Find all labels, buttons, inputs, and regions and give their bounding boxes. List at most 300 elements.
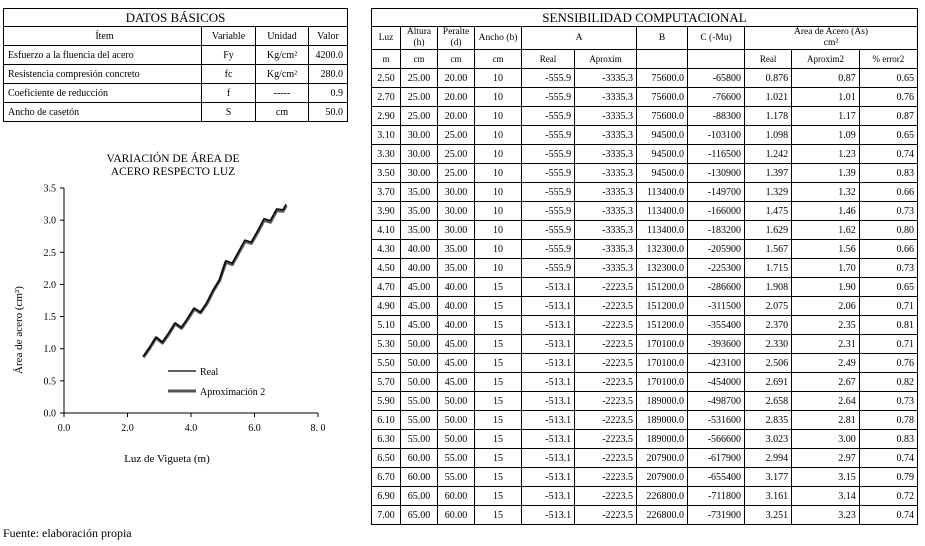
cell-error: 0.80 bbox=[859, 221, 917, 240]
cell-altura: 65.00 bbox=[401, 506, 438, 525]
cell-altura: 35.00 bbox=[401, 221, 438, 240]
cell-ancho: 15 bbox=[475, 468, 522, 487]
x-tick-label: 8. 0 bbox=[310, 423, 326, 434]
cell-luz: 3.30 bbox=[372, 145, 401, 164]
cell-altura: 55.00 bbox=[401, 392, 438, 411]
cell-a-aprox: -2223.5 bbox=[575, 354, 637, 373]
y-axis-label: Área de acero (cm²) bbox=[13, 286, 25, 374]
cell-b: 170100.0 bbox=[637, 335, 688, 354]
y-tick-label: 2.5 bbox=[43, 247, 56, 259]
cell-as-real: 3.177 bbox=[745, 468, 792, 487]
cell-peralte: 25.00 bbox=[438, 126, 475, 145]
cell-b: 170100.0 bbox=[637, 373, 688, 392]
cell-a-aprox: -2223.5 bbox=[575, 373, 637, 392]
table-row bbox=[372, 240, 918, 259]
cell-ancho: 15 bbox=[475, 411, 522, 430]
cell-luz: 6.30 bbox=[372, 430, 401, 449]
cell-b: 207900.0 bbox=[637, 449, 688, 468]
sensitivity-title: SENSIBILIDAD COMPUTACIONAL bbox=[372, 9, 918, 27]
cell-b: 75600.0 bbox=[637, 107, 688, 126]
cell-b: 151200.0 bbox=[637, 278, 688, 297]
header-as bbox=[745, 27, 918, 50]
y-tick-label: 2.0 bbox=[43, 279, 56, 291]
cell-c: -423100 bbox=[688, 354, 745, 373]
cell-as-aprox: 1.90 bbox=[792, 278, 860, 297]
cell-peralte: 50.00 bbox=[438, 411, 475, 430]
x-axis-label: Luz de Vigueta (m) bbox=[124, 453, 210, 465]
unit-peralte: cm bbox=[438, 50, 475, 69]
cell-a-real: -555.9 bbox=[522, 240, 575, 259]
cell-a-aprox: -2223.5 bbox=[575, 468, 637, 487]
basic-header-value: Valor bbox=[309, 27, 348, 46]
cell-ancho: 10 bbox=[475, 126, 522, 145]
cell-as-real: 1.397 bbox=[745, 164, 792, 183]
cell-as-real: 2.658 bbox=[745, 392, 792, 411]
cell-luz: 6.10 bbox=[372, 411, 401, 430]
cell-c: -711800 bbox=[688, 487, 745, 506]
cell-as-real: 1.242 bbox=[745, 145, 792, 164]
cell-peralte: 55.00 bbox=[438, 468, 475, 487]
y-tick-label: 0.0 bbox=[43, 408, 56, 420]
steel-area-chart bbox=[0, 140, 340, 470]
cell-peralte: 40.00 bbox=[438, 278, 475, 297]
cell-ancho: 10 bbox=[475, 69, 522, 88]
cell-ancho: 15 bbox=[475, 354, 522, 373]
cell-luz: 4.50 bbox=[372, 259, 401, 278]
cell-c: -88300 bbox=[688, 107, 745, 126]
basic-header-variable: Variable bbox=[202, 27, 256, 46]
cell-a-aprox: -3335.3 bbox=[575, 145, 637, 164]
cell-error: 0.72 bbox=[859, 487, 917, 506]
cell-ancho: 10 bbox=[475, 164, 522, 183]
cell-a-real: -513.1 bbox=[522, 506, 575, 525]
cell-a-real: -555.9 bbox=[522, 183, 575, 202]
cell-peralte: 45.00 bbox=[438, 335, 475, 354]
cell-c: -76600 bbox=[688, 88, 745, 107]
table-row bbox=[372, 278, 918, 297]
cell-altura: 35.00 bbox=[401, 183, 438, 202]
cell-as-aprox: 1.56 bbox=[792, 240, 860, 259]
cell-ancho: 10 bbox=[475, 240, 522, 259]
cell-luz: 5.50 bbox=[372, 354, 401, 373]
table-row bbox=[372, 297, 918, 316]
cell-as-real: 2.075 bbox=[745, 297, 792, 316]
cell-ancho: 15 bbox=[475, 335, 522, 354]
cell-luz: 5.70 bbox=[372, 373, 401, 392]
cell-b: 94500.0 bbox=[637, 145, 688, 164]
cell-as-aprox: 2.31 bbox=[792, 335, 860, 354]
cell-ancho: 10 bbox=[475, 202, 522, 221]
cell-error: 0.78 bbox=[859, 411, 917, 430]
cell-altura: 50.00 bbox=[401, 373, 438, 392]
cell-c: -311500 bbox=[688, 297, 745, 316]
cell-ancho: 10 bbox=[475, 145, 522, 164]
cell-c: -183200 bbox=[688, 221, 745, 240]
cell-luz: 3.10 bbox=[372, 126, 401, 145]
cell-ancho: 15 bbox=[475, 392, 522, 411]
cell-peralte: 45.00 bbox=[438, 373, 475, 392]
cell-as-aprox: 2.67 bbox=[792, 373, 860, 392]
cell-a-aprox: -2223.5 bbox=[575, 411, 637, 430]
cell-as-aprox: 2.97 bbox=[792, 449, 860, 468]
cell-a-real: -513.1 bbox=[522, 278, 575, 297]
unit-altura: cm bbox=[401, 50, 438, 69]
cell-peralte: 45.00 bbox=[438, 354, 475, 373]
table-row bbox=[372, 126, 918, 145]
cell-a-aprox: -3335.3 bbox=[575, 259, 637, 278]
cell-peralte: 20.00 bbox=[438, 88, 475, 107]
cell-as-aprox: 2.81 bbox=[792, 411, 860, 430]
cell-as-real: 2.330 bbox=[745, 335, 792, 354]
cell-altura: 25.00 bbox=[401, 88, 438, 107]
header-as-unit: cm² bbox=[823, 38, 839, 48]
cell-as-real: 1.629 bbox=[745, 221, 792, 240]
cell-a-real: -555.9 bbox=[522, 164, 575, 183]
basic-header-item: Ítem bbox=[4, 27, 202, 46]
header-altura: Altura (h) bbox=[401, 27, 438, 50]
basic-unit-cell: Kg/cm² bbox=[256, 46, 309, 65]
cell-error: 0.73 bbox=[859, 259, 917, 278]
cell-error: 0.81 bbox=[859, 316, 917, 335]
table-row bbox=[372, 164, 918, 183]
cell-altura: 60.00 bbox=[401, 449, 438, 468]
cell-a-aprox: -2223.5 bbox=[575, 449, 637, 468]
cell-luz: 5.10 bbox=[372, 316, 401, 335]
table-row bbox=[372, 259, 918, 278]
cell-a-real: -555.9 bbox=[522, 202, 575, 221]
x-tick-label: 0.0 bbox=[57, 423, 71, 434]
basic-item-cell: Coeficiente de reducción bbox=[4, 84, 202, 103]
cell-c: -655400 bbox=[688, 468, 745, 487]
unit-ancho: cm bbox=[475, 50, 522, 69]
cell-peralte: 30.00 bbox=[438, 202, 475, 221]
cell-error: 0.83 bbox=[859, 430, 917, 449]
unit-a-real: Real bbox=[522, 50, 575, 69]
cell-ancho: 15 bbox=[475, 487, 522, 506]
basic-item-cell: Resistencia compresión concreto bbox=[4, 65, 202, 84]
cell-as-aprox: 0.87 bbox=[792, 69, 860, 88]
header-a: A bbox=[522, 27, 637, 50]
cell-peralte: 35.00 bbox=[438, 259, 475, 278]
cell-peralte: 30.00 bbox=[438, 221, 475, 240]
unit-as-aprox: Aproxim2 bbox=[792, 50, 860, 69]
cell-a-aprox: -3335.3 bbox=[575, 126, 637, 145]
cell-error: 0.65 bbox=[859, 278, 917, 297]
cell-error: 0.74 bbox=[859, 506, 917, 525]
cell-b: 226800.0 bbox=[637, 487, 688, 506]
cell-ancho: 10 bbox=[475, 221, 522, 240]
table-row bbox=[372, 107, 918, 126]
cell-a-real: -513.1 bbox=[522, 392, 575, 411]
cell-luz: 5.30 bbox=[372, 335, 401, 354]
cell-error: 0.82 bbox=[859, 373, 917, 392]
cell-a-real: -513.1 bbox=[522, 297, 575, 316]
cell-as-real: 1.475 bbox=[745, 202, 792, 221]
cell-c: -166000 bbox=[688, 202, 745, 221]
table-row bbox=[372, 354, 918, 373]
cell-a-aprox: -2223.5 bbox=[575, 316, 637, 335]
cell-a-real: -555.9 bbox=[522, 126, 575, 145]
basic-value-cell: 50.0 bbox=[309, 103, 348, 122]
cell-b: 151200.0 bbox=[637, 297, 688, 316]
cell-a-real: -555.9 bbox=[522, 107, 575, 126]
basic-row bbox=[4, 103, 348, 122]
cell-a-aprox: -3335.3 bbox=[575, 202, 637, 221]
unit-luz: m bbox=[372, 50, 401, 69]
header-c: C (-Mu) bbox=[688, 27, 745, 50]
cell-c: -225300 bbox=[688, 259, 745, 278]
cell-a-aprox: -3335.3 bbox=[575, 69, 637, 88]
cell-luz: 3.70 bbox=[372, 183, 401, 202]
table-row bbox=[372, 392, 918, 411]
unit-a-aprox: Aproxim bbox=[575, 50, 637, 69]
x-tick-label: 4.0 bbox=[184, 423, 198, 434]
cell-peralte: 20.00 bbox=[438, 107, 475, 126]
x-tick-label: 2.0 bbox=[121, 423, 134, 434]
table-row bbox=[372, 202, 918, 221]
basic-variable-cell: f bbox=[202, 84, 256, 103]
cell-b: 94500.0 bbox=[637, 164, 688, 183]
header-luz: Luz bbox=[372, 27, 401, 50]
cell-b: 94500.0 bbox=[637, 126, 688, 145]
cell-as-real: 1.178 bbox=[745, 107, 792, 126]
cell-luz: 6.70 bbox=[372, 468, 401, 487]
cell-peralte: 25.00 bbox=[438, 145, 475, 164]
cell-b: 113400.0 bbox=[637, 202, 688, 221]
cell-luz: 4.10 bbox=[372, 221, 401, 240]
cell-altura: 50.00 bbox=[401, 335, 438, 354]
cell-luz: 6.50 bbox=[372, 449, 401, 468]
x-tick-label: 6.0 bbox=[248, 423, 261, 434]
basic-value-cell: 4200.0 bbox=[309, 46, 348, 65]
table-row bbox=[372, 183, 918, 202]
cell-altura: 55.00 bbox=[401, 430, 438, 449]
basic-variable-cell: Fy bbox=[202, 46, 256, 65]
cell-error: 0.83 bbox=[859, 164, 917, 183]
table-row bbox=[372, 411, 918, 430]
y-tick-label: 0.5 bbox=[43, 376, 56, 388]
cell-a-aprox: -3335.3 bbox=[575, 221, 637, 240]
header-peralte: Peralte (d) bbox=[438, 27, 475, 50]
chart-title-line: ACERO RESPECTO LUZ bbox=[110, 166, 236, 178]
cell-c: -65800 bbox=[688, 69, 745, 88]
cell-a-real: -513.1 bbox=[522, 468, 575, 487]
cell-as-real: 3.161 bbox=[745, 487, 792, 506]
cell-a-real: -513.1 bbox=[522, 335, 575, 354]
cell-as-real: 3.023 bbox=[745, 430, 792, 449]
cell-a-real: -513.1 bbox=[522, 316, 575, 335]
cell-altura: 30.00 bbox=[401, 164, 438, 183]
units-row bbox=[372, 50, 918, 69]
cell-b: 113400.0 bbox=[637, 183, 688, 202]
cell-as-aprox: 1.32 bbox=[792, 183, 860, 202]
cell-a-aprox: -2223.5 bbox=[575, 335, 637, 354]
cell-c: -130900 bbox=[688, 164, 745, 183]
cell-a-aprox: -3335.3 bbox=[575, 183, 637, 202]
cell-as-aprox: 1.62 bbox=[792, 221, 860, 240]
basic-variable-cell: S bbox=[202, 103, 256, 122]
cell-error: 0.74 bbox=[859, 145, 917, 164]
cell-altura: 25.00 bbox=[401, 69, 438, 88]
cell-a-aprox: -2223.5 bbox=[575, 430, 637, 449]
cell-a-real: -555.9 bbox=[522, 145, 575, 164]
y-tick-label: 1.5 bbox=[43, 312, 56, 324]
cell-error: 0.66 bbox=[859, 183, 917, 202]
cell-a-aprox: -3335.3 bbox=[575, 240, 637, 259]
cell-error: 0.76 bbox=[859, 354, 917, 373]
cell-ancho: 10 bbox=[475, 107, 522, 126]
source-note: Fuente: elaboración propia bbox=[3, 526, 132, 540]
cell-error: 0.66 bbox=[859, 240, 917, 259]
cell-luz: 5.90 bbox=[372, 392, 401, 411]
cell-a-real: -513.1 bbox=[522, 411, 575, 430]
cell-as-real: 2.506 bbox=[745, 354, 792, 373]
cell-a-aprox: -3335.3 bbox=[575, 164, 637, 183]
cell-a-real: -513.1 bbox=[522, 449, 575, 468]
cell-as-aprox: 2.35 bbox=[792, 316, 860, 335]
cell-altura: 30.00 bbox=[401, 145, 438, 164]
cell-as-aprox: 1.23 bbox=[792, 145, 860, 164]
cell-altura: 35.00 bbox=[401, 202, 438, 221]
cell-peralte: 25.00 bbox=[438, 164, 475, 183]
cell-ancho: 10 bbox=[475, 88, 522, 107]
cell-error: 0.71 bbox=[859, 335, 917, 354]
cell-error: 0.79 bbox=[859, 468, 917, 487]
cell-peralte: 40.00 bbox=[438, 316, 475, 335]
basic-unit-cell: cm bbox=[256, 103, 309, 122]
table-row bbox=[372, 221, 918, 240]
cell-c: -617900 bbox=[688, 449, 745, 468]
table-row bbox=[372, 88, 918, 107]
cell-b: 189000.0 bbox=[637, 392, 688, 411]
cell-b: 113400.0 bbox=[637, 221, 688, 240]
cell-ancho: 15 bbox=[475, 373, 522, 392]
cell-ancho: 15 bbox=[475, 449, 522, 468]
unit-c bbox=[688, 50, 745, 69]
basic-item-cell: Ancho de casetón bbox=[4, 103, 202, 122]
cell-ancho: 15 bbox=[475, 278, 522, 297]
cell-peralte: 55.00 bbox=[438, 449, 475, 468]
cell-a-aprox: -3335.3 bbox=[575, 88, 637, 107]
cell-c: -103100 bbox=[688, 126, 745, 145]
cell-c: -393600 bbox=[688, 335, 745, 354]
cell-as-real: 1.098 bbox=[745, 126, 792, 145]
cell-luz: 4.30 bbox=[372, 240, 401, 259]
cell-as-aprox: 1.46 bbox=[792, 202, 860, 221]
cell-ancho: 10 bbox=[475, 259, 522, 278]
unit-b bbox=[637, 50, 688, 69]
cell-as-real: 1.329 bbox=[745, 183, 792, 202]
basic-item-cell: Esfuerzo a la fluencia del acero bbox=[4, 46, 202, 65]
table-row bbox=[372, 145, 918, 164]
table-row bbox=[372, 468, 918, 487]
cell-as-real: 2.835 bbox=[745, 411, 792, 430]
cell-c: -205900 bbox=[688, 240, 745, 259]
cell-ancho: 15 bbox=[475, 430, 522, 449]
cell-a-aprox: -2223.5 bbox=[575, 297, 637, 316]
cell-luz: 7.00 bbox=[372, 506, 401, 525]
cell-b: 207900.0 bbox=[637, 468, 688, 487]
cell-altura: 50.00 bbox=[401, 354, 438, 373]
cell-a-real: -555.9 bbox=[522, 69, 575, 88]
cell-luz: 6.90 bbox=[372, 487, 401, 506]
cell-luz: 2.70 bbox=[372, 88, 401, 107]
cell-peralte: 60.00 bbox=[438, 487, 475, 506]
cell-b: 75600.0 bbox=[637, 69, 688, 88]
cell-b: 75600.0 bbox=[637, 88, 688, 107]
series-line-real bbox=[143, 204, 286, 357]
y-tick-label: 3.5 bbox=[43, 183, 56, 195]
cell-altura: 60.00 bbox=[401, 468, 438, 487]
cell-luz: 3.50 bbox=[372, 164, 401, 183]
legend-label-real: Real bbox=[200, 367, 219, 378]
basic-unit-cell: ----- bbox=[256, 84, 309, 103]
cell-ancho: 15 bbox=[475, 506, 522, 525]
cell-altura: 40.00 bbox=[401, 259, 438, 278]
cell-as-aprox: 1.01 bbox=[792, 88, 860, 107]
cell-altura: 45.00 bbox=[401, 278, 438, 297]
cell-altura: 40.00 bbox=[401, 240, 438, 259]
cell-b: 151200.0 bbox=[637, 316, 688, 335]
basic-value-cell: 0.9 bbox=[309, 84, 348, 103]
cell-a-real: -513.1 bbox=[522, 354, 575, 373]
cell-a-aprox: -2223.5 bbox=[575, 506, 637, 525]
basic-table-title: DATOS BÁSICOS bbox=[4, 9, 348, 27]
cell-luz: 2.90 bbox=[372, 107, 401, 126]
table-row bbox=[372, 316, 918, 335]
basic-variable-cell: fc bbox=[202, 65, 256, 84]
cell-altura: 65.00 bbox=[401, 487, 438, 506]
sensitivity-table bbox=[371, 8, 918, 525]
cell-as-real: 1.021 bbox=[745, 88, 792, 107]
unit-as-real: Real bbox=[745, 50, 792, 69]
cell-c: -116500 bbox=[688, 145, 745, 164]
cell-luz: 3.90 bbox=[372, 202, 401, 221]
cell-peralte: 40.00 bbox=[438, 297, 475, 316]
header-as-label: Área de Acero (As) bbox=[793, 27, 869, 37]
cell-c: -531600 bbox=[688, 411, 745, 430]
cell-b: 132300.0 bbox=[637, 259, 688, 278]
cell-ancho: 15 bbox=[475, 297, 522, 316]
cell-a-aprox: -2223.5 bbox=[575, 392, 637, 411]
table-row bbox=[372, 430, 918, 449]
cell-error: 0.71 bbox=[859, 297, 917, 316]
legend-label-aprox2: Aproximación 2 bbox=[200, 387, 266, 398]
cell-ancho: 15 bbox=[475, 316, 522, 335]
cell-a-aprox: -2223.5 bbox=[575, 487, 637, 506]
table-row bbox=[372, 487, 918, 506]
cell-peralte: 50.00 bbox=[438, 430, 475, 449]
cell-a-real: -513.1 bbox=[522, 373, 575, 392]
cell-peralte: 30.00 bbox=[438, 183, 475, 202]
header-ancho: Ancho (b) bbox=[475, 27, 522, 50]
cell-as-real: 0.876 bbox=[745, 69, 792, 88]
cell-peralte: 60.00 bbox=[438, 506, 475, 525]
cell-a-real: -555.9 bbox=[522, 221, 575, 240]
cell-c: -731900 bbox=[688, 506, 745, 525]
cell-peralte: 35.00 bbox=[438, 240, 475, 259]
cell-error: 0.74 bbox=[859, 449, 917, 468]
cell-as-aprox: 3.15 bbox=[792, 468, 860, 487]
cell-a-real: -513.1 bbox=[522, 487, 575, 506]
basic-data-table bbox=[3, 8, 348, 122]
cell-as-real: 1.715 bbox=[745, 259, 792, 278]
cell-as-aprox: 2.06 bbox=[792, 297, 860, 316]
table-row bbox=[372, 373, 918, 392]
table-row bbox=[372, 506, 918, 525]
cell-error: 0.73 bbox=[859, 202, 917, 221]
cell-c: -149700 bbox=[688, 183, 745, 202]
